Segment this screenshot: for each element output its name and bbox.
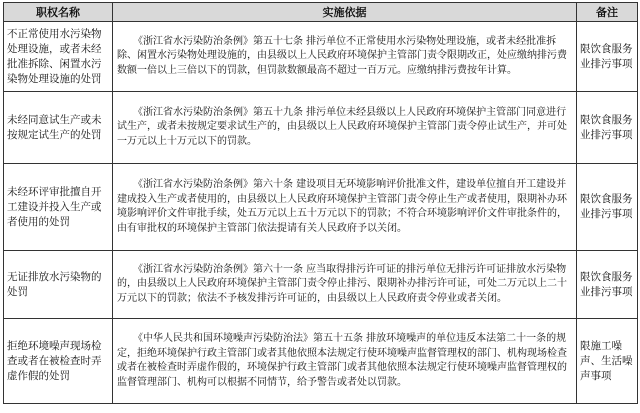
header-name: 职权名称 [4, 3, 113, 22]
table-row [4, 251, 638, 319]
header-note: 备注 [577, 3, 638, 22]
table-row [4, 164, 638, 251]
authority-table [3, 2, 638, 404]
remark: 限饮食服务业排污事项 [577, 251, 638, 319]
remark: 限饮食服务业排污事项 [577, 22, 638, 92]
authority-name: 拒绝环境噪声现场检查或者在被检查时弄虚作假的处罚 [4, 319, 113, 404]
table-row [4, 92, 638, 164]
header-row [4, 3, 638, 22]
remark: 限饮食服务业排污事项 [577, 164, 638, 251]
authority-name: 无证排放水污染物的处罚 [4, 251, 113, 319]
remark: 限施工噪声、生活噪声事项 [577, 319, 638, 404]
table-row [4, 22, 638, 92]
legal-basis: 《浙江省水污染防治条例》第六十条 建设项目无环境影响评价批准文件，建设单位擅自开工建设并建成投入生产或者使用的，由县级以上人民政府环境保护主管部门责令停止生产或者使用，限期补办环境影响评价文件审批手续，处五万元以上五十万元以下的罚款；不符合环境影响评价文件审批条件的，由有审批权的环境保护主管部门依法提请有关人民政府予以关闭。 [113, 164, 577, 251]
authority-name: 不正常使用水污染物处理设施，或者未经批准拆除、闲置水污染物处理设施的处罚 [4, 22, 113, 92]
authority-name: 未经环评审批擅自开工建设并投入生产或者使用的处罚 [4, 164, 113, 251]
legal-basis: 《浙江省水污染防治条例》第五十七条 排污单位不正常使用水污染物处理设施，或者未经批准拆除、闲置水污染物处理设施的，由县级以上人民政府环境保护主管部门责令限期改正，处应缴纳排污费数额一倍以上三倍以下的罚款，但罚款数额最高不超过一百万元。应缴纳排污费按年计算。 [113, 22, 577, 92]
authority-name: 未经同意试生产或未按规定试生产的处罚 [4, 92, 113, 164]
legal-basis: 《浙江省水污染防治条例》第五十九条 排污单位未经县级以上人民政府环境保护主管部门同意进行试生产，或者未按规定要求试生产的，由县级以上人民政府环境保护主管部门责令停止试生产，并可处一万元以上十万元以下的罚款。 [113, 92, 577, 164]
header-basis: 实施依据 [113, 3, 577, 22]
legal-basis: 《浙江省水污染防治条例》第六十一条 应当取得排污许可证的排污单位无排污许可证排放水污染物的，由县级以上人民政府环境保护主管部门责令停止排污、限期补办排污许可证，可处二万元以上二十万元以下的罚款；依法不予核发排污许可证的，由县级以上人民政府责令停业或者关闭。 [113, 251, 577, 319]
legal-basis: 《中华人民共和国环境噪声污染防治法》第五十五条 排放环境噪声的单位违反本法第二十一条的规定，拒绝环境保护行政主管部门或者其他依照本法规定行使环境噪声监督管理权的部门、机构现场检查或者在被检查时弄虚作假的，环境保护行政主管部门或者其他依照本法规定行使环境噪声监督管理权的监督管理部门、机构可以根据不同情节，给予警告或者处以罚款。 [113, 319, 577, 404]
remark: 限饮食服务业排污事项 [577, 92, 638, 164]
table-row [4, 319, 638, 404]
